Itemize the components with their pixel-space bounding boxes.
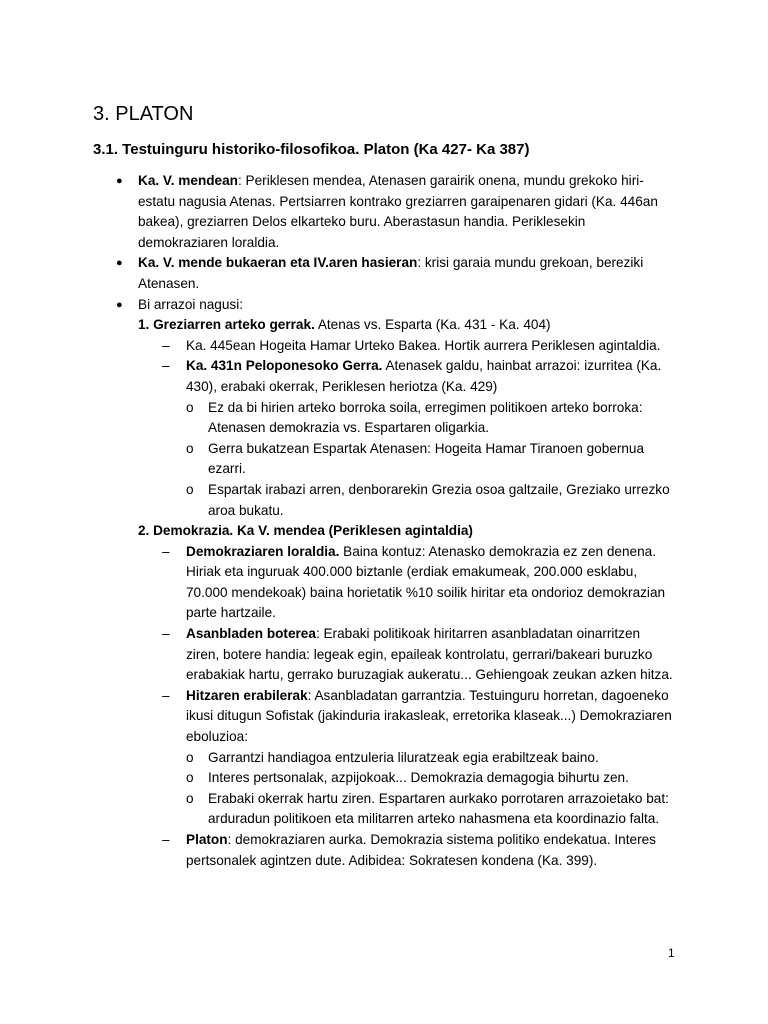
item-heading: Platon <box>186 832 228 847</box>
item-text: : krisi garaia mundu grekoan, bereziki Atenasen. <box>138 255 644 291</box>
list-item <box>0 521 768 542</box>
item-heading: Asanbladen boterea <box>186 626 316 642</box>
list-item <box>0 171 768 253</box>
list-item <box>0 356 768 397</box>
item-text: Atenasek galdu, hainbat arrazoi: izurritea (Ka. 430), erabaki okerrak, Periklesen heriotza (Ka. 429) <box>186 358 662 394</box>
circle-marker: o <box>186 770 194 786</box>
item-text: Atenas vs. Esparta (Ka. 431 - Ka. 404) <box>314 317 551 333</box>
dash-marker: – <box>162 337 170 353</box>
bullet-marker: ● <box>116 175 123 187</box>
item-heading: Ka. V. mende bukaeran eta IV.aren hasieran <box>138 255 418 271</box>
list-item <box>0 315 768 336</box>
list-item <box>0 789 768 830</box>
list-item <box>0 253 768 294</box>
item-heading: Hitzaren erabilerak <box>186 687 308 703</box>
list-item <box>0 686 768 748</box>
item-text: : Asanbladatan garrantzia. Testuinguru horretan, dagoeneko ikusi ditugun Sofistak (jakinduria irakasleak, erretorika klaseak...) Demokraziaren eboluzioa: <box>186 687 672 745</box>
list-item <box>0 398 768 439</box>
list-item <box>0 336 768 357</box>
item-heading: 1. Greziarren arteko gerrak. <box>138 317 315 333</box>
item-text: Ez da bi hirien arteko borroka soila, erregimen politikoen arteko borroka: Atenasen demokrazia vs. Espartaren oligarkia. <box>208 399 643 436</box>
item-text: Gerra bukatzean Espartak Atenasen: Hogeita Hamar Tiranoen gobernua ezarri. <box>208 440 645 477</box>
list-item <box>0 295 768 316</box>
document-body <box>0 171 768 871</box>
item-text: : Periklesen mendea, Atenasen garairik onena, mundu grekoko hiri-estatu nagusia Atenas. Pertsiarren kontrako greziarren garaipenaren gidari (Ka. 446an bakea), greziarren Delos elkarteko buru. Aberastasun handia. Periklesekin demokraziaren loraldia. <box>138 173 658 250</box>
circle-marker: o <box>186 481 194 497</box>
item-text: : demokraziaren aurka. Demokrazia sistema politiko endekatua. Interes pertsonalek agintzen dute. Adibidea: Sokratesen kondena (Ka. 399). <box>186 832 656 868</box>
item-text: Garrantzi handiagoa entzuleria liluratzeak egia erabiltzeak baino. <box>208 749 599 765</box>
item-text: : Erabaki politikoak hiritarren asanbladatan oinarritzen ziren, botere handia: legeak egin, epaileak kontrolatu, gerrari/bakeari buruzko erabakiak hartu, gerrako buruzagiak aukeratu... Gehiengoak zeukan azken hitza. <box>186 626 673 683</box>
circle-marker: o <box>186 790 194 806</box>
page-number: 1 <box>668 946 675 960</box>
list-item <box>0 439 768 480</box>
item-text: Baina kontuz: Atenasko demokrazia ez zen denena. Hiriak eta inguruak 400.000 biztanle (erdiak emakumeak, 200.000 esklabu, 70.000 mendekoak) baina horietatik %10 soilik hiritar eta ondorioz demokrazian parte hartzaile. <box>186 543 666 621</box>
list-item <box>0 830 768 871</box>
dash-marker: – <box>162 626 170 642</box>
item-text: Erabaki okerrak hartu ziren. Espartaren aurkako porrotaren arrazoietako bat: arduradun politikoen eta militarren arteko nahasmena eta koordinazio falta. <box>208 790 669 827</box>
item-text: Ka. 445ean Hogeita Hamar Urteko Bakea. Hortik aurrera Periklesen agintaldia. <box>186 337 661 353</box>
item-heading: Demokraziaren loraldia. <box>186 543 340 559</box>
circle-marker: o <box>186 440 194 456</box>
bullet-marker: ● <box>116 298 123 311</box>
circle-marker: o <box>186 749 194 765</box>
item-text: Espartak irabazi arren, denborarekin Grezia osoa galtzaile, Greziako urrezko aroa bukatu. <box>208 481 670 518</box>
list-item <box>0 480 768 521</box>
item-heading: 2. Demokrazia. Ka V. mendea (Periklesen agintaldia) <box>138 523 473 539</box>
dash-marker: – <box>162 687 170 703</box>
list-item <box>0 768 768 789</box>
dash-marker: – <box>162 543 170 559</box>
list-item <box>0 624 768 686</box>
dash-marker: – <box>162 832 170 847</box>
circle-marker: o <box>186 399 194 415</box>
item-heading: Ka. 431n Peloponesoko Gerra. <box>186 358 383 374</box>
item-text: Bi arrazoi nagusi: <box>138 296 244 312</box>
list-item <box>0 748 768 769</box>
item-heading: Ka. V. mendean <box>138 173 238 188</box>
dash-marker: – <box>162 358 170 374</box>
list-item <box>0 542 768 624</box>
bullet-marker: ● <box>116 257 123 270</box>
section-heading: 3.1. Testuinguru historiko-filosofikoa. Platon (Ka 427- Ka 387) <box>93 141 530 158</box>
item-text: Interes pertsonalak, azpijokoak... Demokrazia demagogia bihurtu zen. <box>208 770 629 786</box>
page-title: 3. PLATON <box>93 103 194 125</box>
